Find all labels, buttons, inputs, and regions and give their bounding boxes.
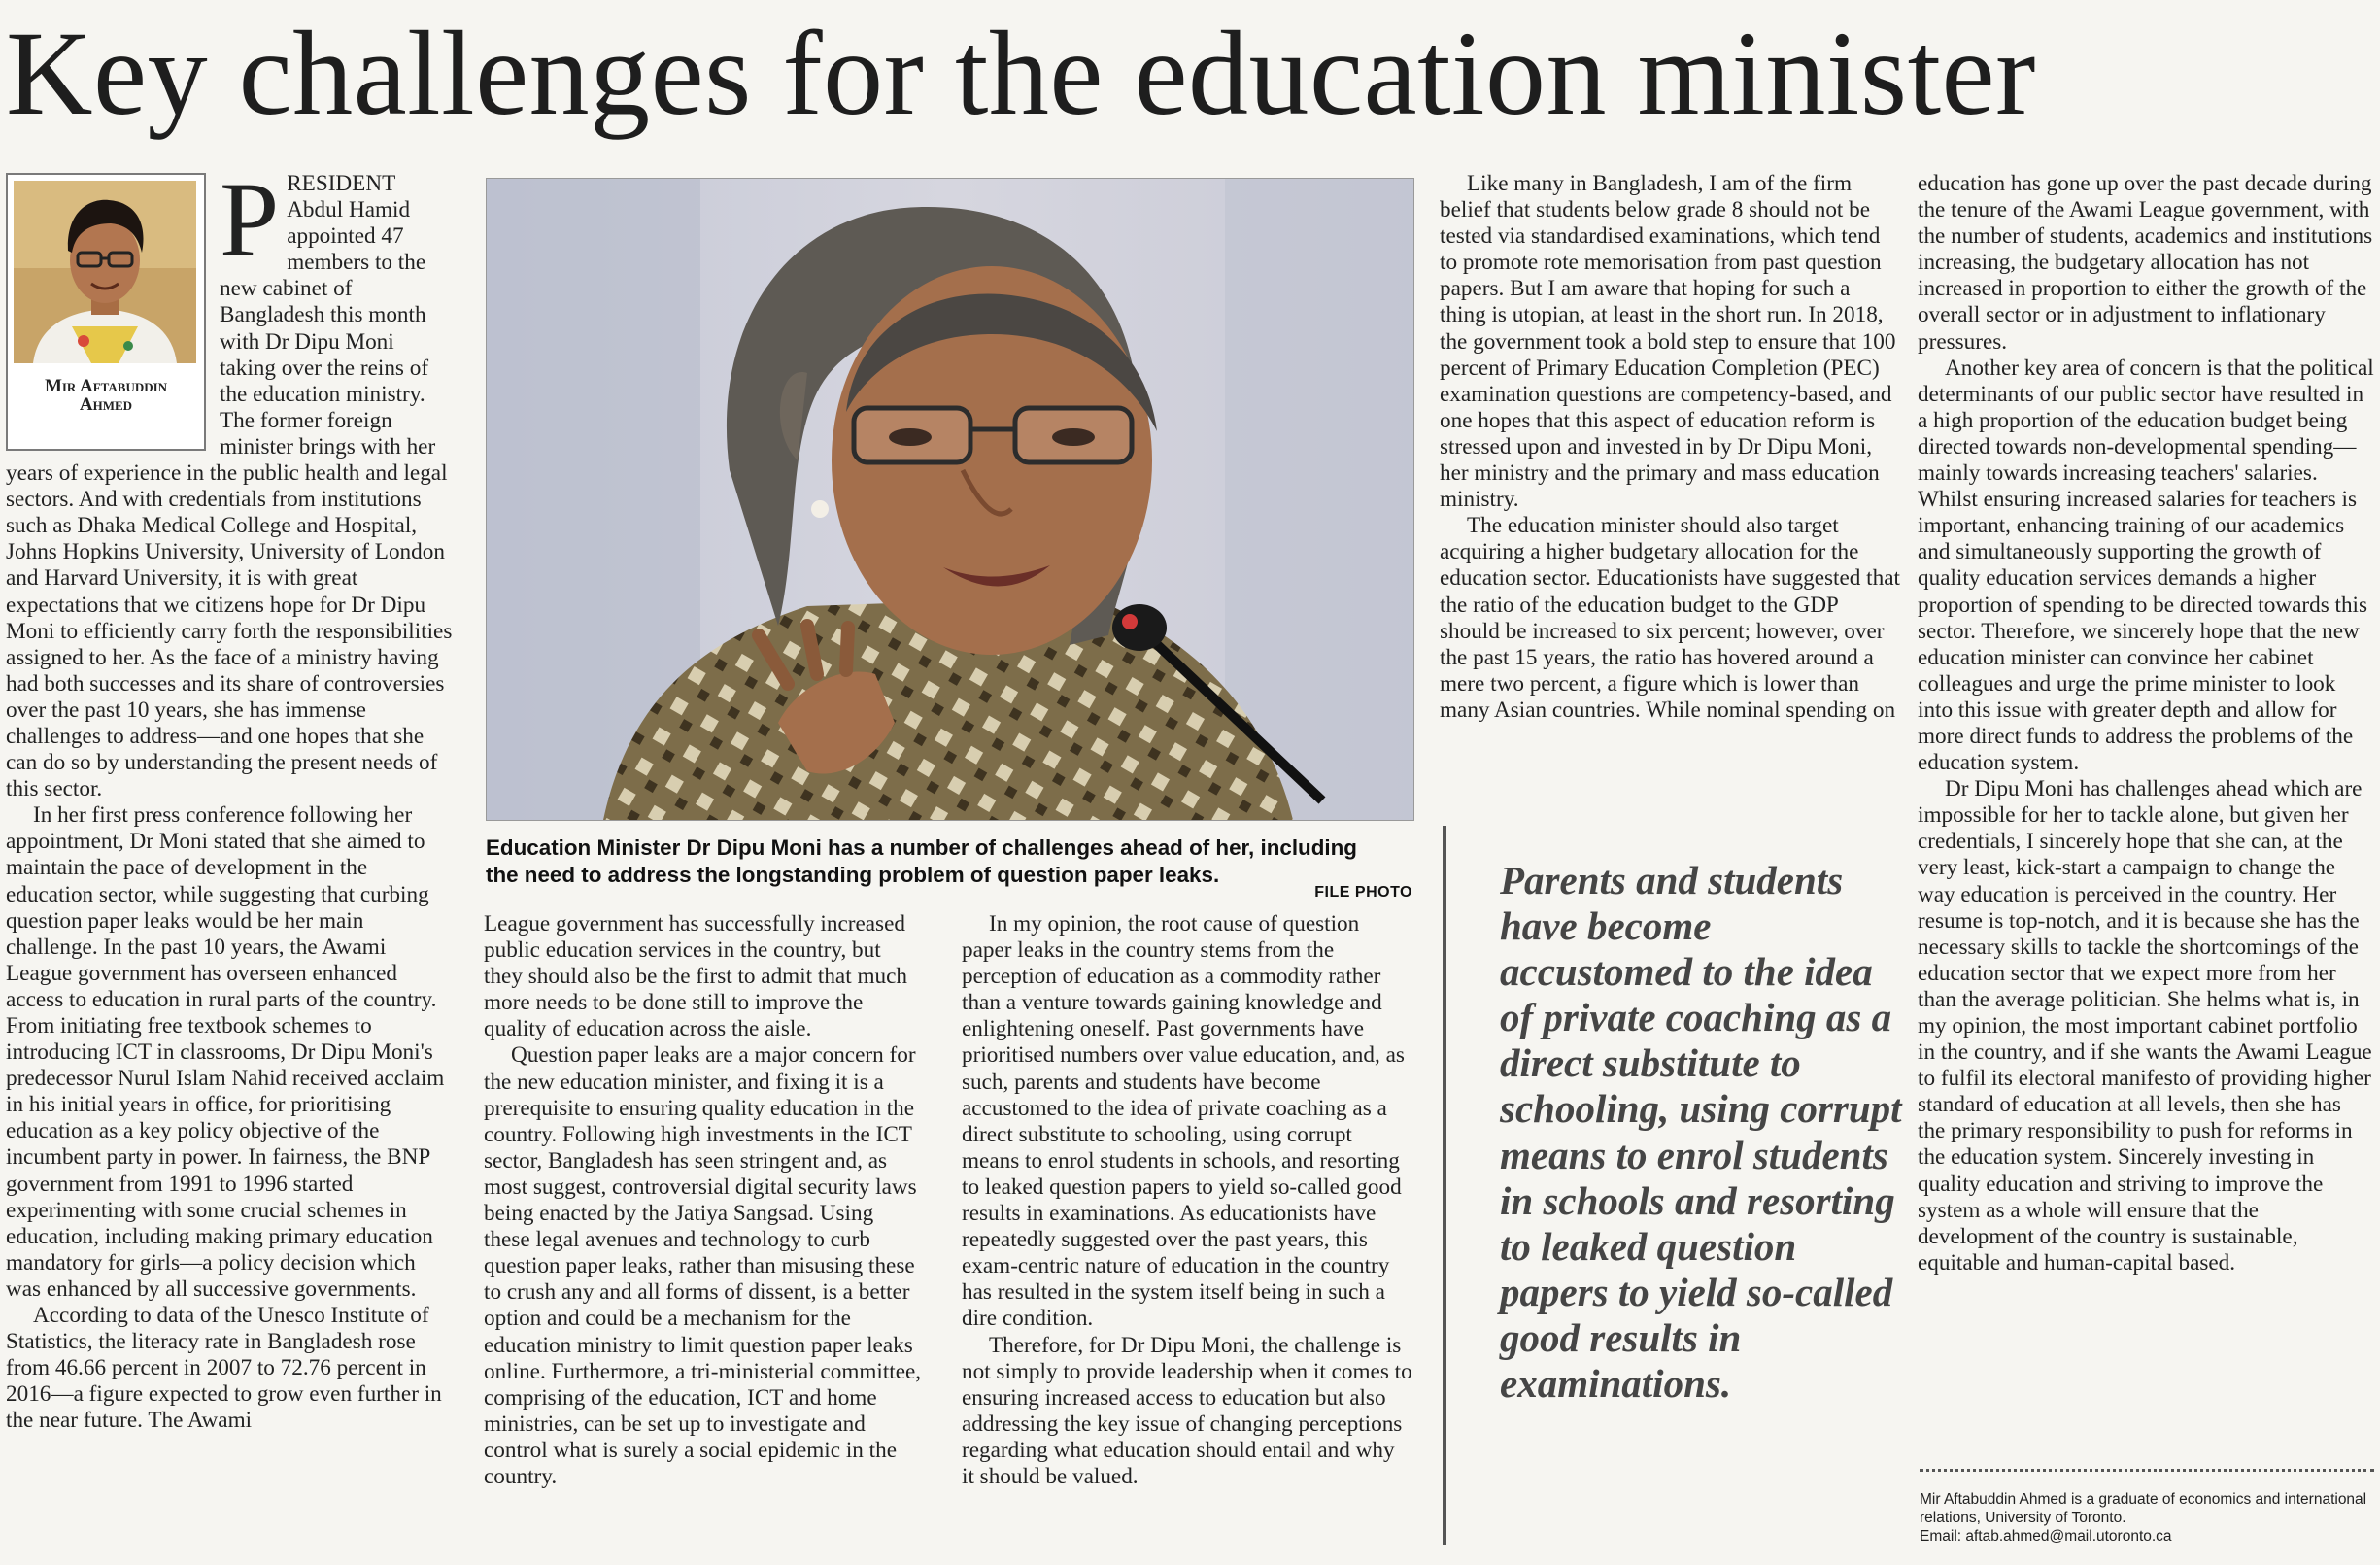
author-name <box>14 377 198 414</box>
paragraph: League government has successfully increased public education services in the country, but they should also be the first to admit that much more needs to be done still to improve the quality of education across the aisle. <box>484 911 907 1042</box>
paragraph: The education minister should also target acquiring a higher budgetary allocation for the education sector. Educationists have suggested that the ratio of the education budget to the GDP should be increased to six percent; however, over the past 15 years, the ratio has hovered around a mere two percent, a figure which is lower than many Asian countries. While nominal spending on <box>1440 513 1900 723</box>
author-name-line1: Mir Aftabuddin <box>44 376 168 396</box>
article-column-1 <box>6 160 455 1435</box>
paragraph: In her first press conference following her appointment, Dr Moni stated that she aimed to maintain the pace of development in the education sector, while suggesting that curbing question paper leaks would be her main challenge. In the past 10 years, the Awami League government has overseen enhanced access to education in rural parts of the country. From initiating free textbook schemes to introducing ICT in classrooms, Dr Dipu Moni's predecessor Nurul Islam Nahid received acclaim in his initial years in office, for prioritising education as a key policy objective of the incumbent party in power. In fairness, the BNP government from 1991 to 1996 started experimenting with some crucial schemes in education, including making primary education mandatory for girls—a policy decision which was enhanced by all successive governments. <box>6 802 445 1302</box>
paragraph: In my opinion, the root cause of question paper leaks in the country stems from the perception of education as a commodity rather than a venture towards gaining knowledge and enlightening oneself. Past governments have prioritised numbers over value education, and, as such, parents and students have become accustomed to the idea of private coaching as a direct substitute to schooling, using corrupt means to enrol students in schools, and resorting to leaked question papers to yield so-called good results in examinations. As educationists have repeatedly suggested over the past years, this exam-centric nature of education in the country has resulted in the system itself being in such a dire condition. <box>962 911 1405 1332</box>
author-name-line2: Ahmed <box>79 394 133 415</box>
author-photo <box>14 181 196 363</box>
headline: Key challenges for the education minister <box>6 7 2036 140</box>
caption-text: Education Minister Dr Dipu Moni has a number of challenges ahead of her, including the need to address the longstanding problem of question paper leaks. <box>486 835 1357 887</box>
author-bio-divider <box>1920 1469 2374 1472</box>
paragraph: Another key area of concern is that the political determinants of our public sector have resulted in a high proportion of the education budget being directed towards non-developmental spending—mainly towards increasing teachers' salaries. Whilst ensuring increased salaries for teachers is important, enhancing training of our academics and simultaneously supporting the growth of quality education services demands a higher proportion of spending to be directed towards this sector. Therefore, we sincerely hope that the new education minister can convince her cabinet colleagues and urge the prime minister to look into this issue with greater depth and allow for more direct funds to address the problems of the education system. <box>1918 355 2374 776</box>
paragraph: Like many in Bangladesh, I am of the firm belief that students below grade 8 should not be tested via standardised examinations, which tend to promote rote memorisation from past question papers. But I am aware that hoping for such a thing is utopian, at least in the short run. In 2018, the government took a bold step to ensure that 100 percent of Primary Education Completion (PEC) examination questions are competency-based, and one hopes that this aspect of education reform is stressed upon and invested in by Dr Dipu Moni, her ministry and the primary and mass education ministry. <box>1440 171 1896 513</box>
photo-caption <box>486 834 1412 902</box>
author-email: Email: aftab.ahmed@mail.utoronto.ca <box>1920 1528 2172 1545</box>
article-column-3 <box>962 911 1412 1490</box>
paragraph: Question paper leaks are a major concern for the new education minister, and fixing it is a prerequisite to ensuring quality education in the country. Following high investments in the ICT sector, Bangladesh has seen stringent and, as most suggest, controversial digital security laws being enacted by the Jatiya Sangsad. Using these legal avenues and technology to curb question paper leaks, rather than misusing these to crush any and all forms of dissent, is a better option and could be a mechanism for the education ministry to limit question paper leaks online. Furthermore, a tri-ministerial committee, comprising of the education, ICT and home ministries, can be set up to investigate and control what is surely a social epidemic in the country. <box>484 1042 922 1489</box>
paragraph: Dr Dipu Moni has challenges ahead which are impossible for her to tackle alone, but given her credentials, I sincerely hope that she can, at the very least, kick-start a campaign to change the way education is perceived in the country. Her resume is top-notch, and it is because she has the necessary skills to tackle the shortcomings of the education sector that we expect more from her than the average politician. She helms what is, in my opinion, the most important cabinet portfolio in the country, and if she wants the Awami League to fulfil its electoral manifesto of providing higher standard of education at all levels, then she has the primary responsibility to push for reforms in the education system. Sincerely investing in quality education and striving to improve the system as a whole will ensure that the development of the country is sustainable, equitable and human-capital based. <box>1918 776 2372 1276</box>
article-column-4 <box>1440 171 1900 724</box>
pull-quote: Parents and students have become accustomed to the idea of private coaching as a direct substitute to schooling, using corrupt means to enrol students in schools and resorting to leaked question papers to yield so-called good results in examinations. <box>1500 858 1902 1407</box>
pull-quote-rule <box>1443 826 1446 1545</box>
photo-credit: FILE PHOTO <box>1314 884 1412 901</box>
article-column-2 <box>484 911 925 1490</box>
drop-cap: P <box>220 160 280 279</box>
paragraph: Therefore, for Dr Dipu Moni, the challenge is not simply to provide leadership when it comes to ensuring increased access to education but also addressing the key issue of changing perceptions regarding what education should entail and why it should be valued. <box>962 1332 1412 1489</box>
article-photo <box>486 178 1414 821</box>
author-bio-text: Mir Aftabuddin Ahmed is a graduate of economics and international relations, University of Toronto. <box>1920 1491 2367 1526</box>
paragraph: RESIDENT Abdul Hamid appointed 47 members to the new cabinet of Bangladesh this month with Dr Dipu Moni taking over the reins of the education ministry. The former foreign minister brings with her years of experience in the public health and legal sectors. And with credentials from institutions such as Dhaka Medical College and Hospital, Johns Hopkins University, University of London and Harvard University, it is with great expectations that we citizens hope for Dr Dipu Moni to efficiently carry forth the responsibilities assigned to her. As the face of a ministry having had both successes and its share of controversies over the past 10 years, she has immense challenges to address—and one hopes that she can do so by understanding the present needs of this sector. <box>6 171 453 802</box>
author-box <box>6 173 206 451</box>
article-column-5 <box>1918 171 2374 1276</box>
paragraph: According to data of the Unesco Institute of Statistics, the literacy rate in Bangladesh rose from 46.66 percent in 2007 to 72.76 percent in 2016—a figure expected to grow even further in the near future. The Awami <box>6 1303 442 1434</box>
paragraph: education has gone up over the past decade during the tenure of the Awami League government, with the number of students, academics and institutions increasing, the budgetary allocation has not increased in proportion to either the growth of the overall sector or in adjustment to inflationary pressures. <box>1918 171 2373 355</box>
author-bio <box>1920 1490 2374 1546</box>
